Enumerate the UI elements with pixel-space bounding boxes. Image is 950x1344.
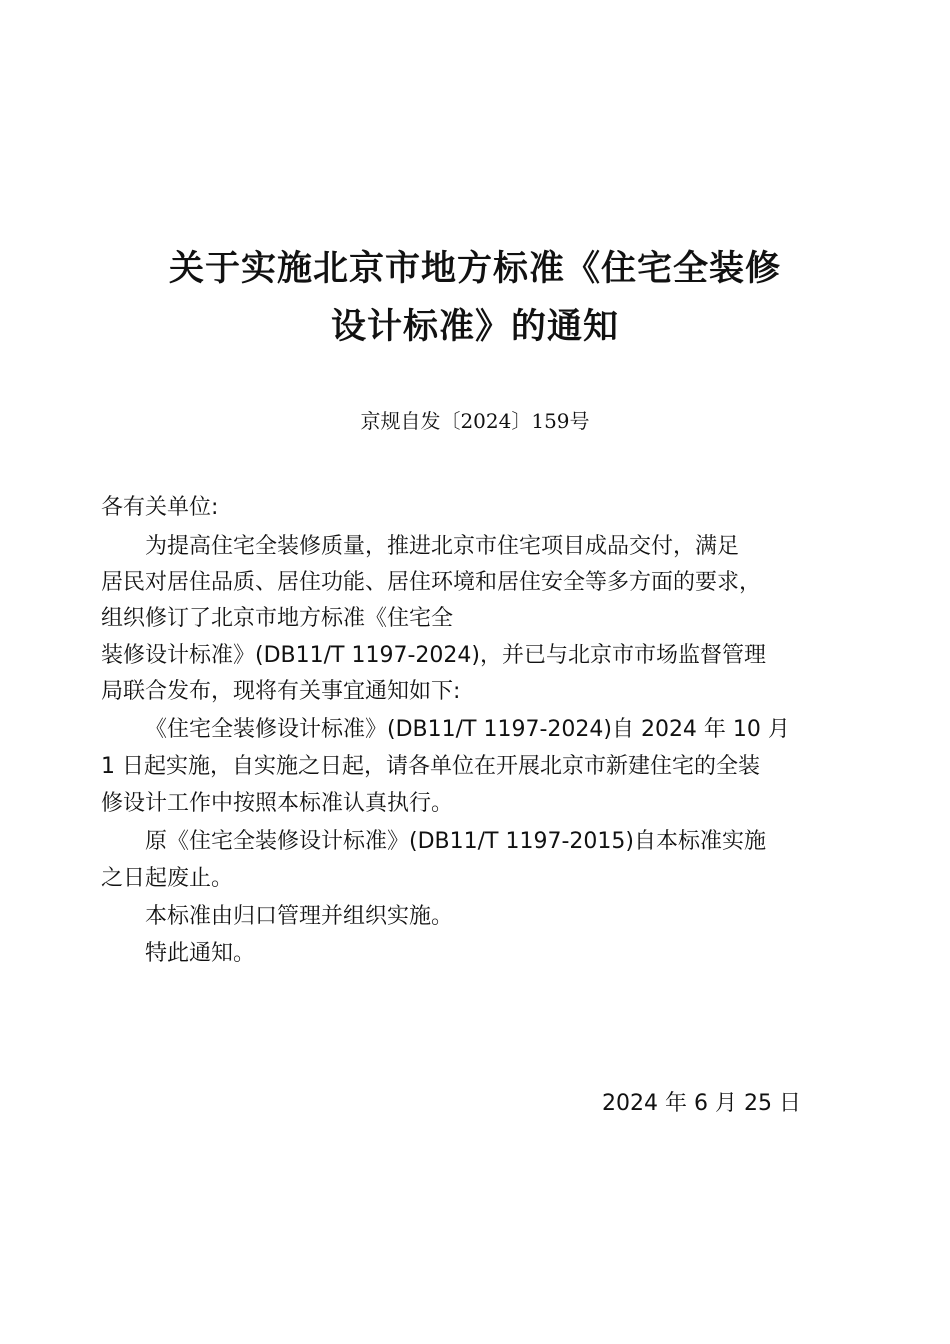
body-line: 为提高住宅全装修质量，推进北京市住宅项目成品交付，满足 [145, 534, 740, 559]
body-line: 之日起废止。 [101, 866, 234, 891]
body-line: 局联合发布，现将有关事宜通知如下: [101, 679, 461, 704]
body-line: 修设计工作中按照本标准认真执行。 [101, 791, 454, 816]
body-line: 《住宅全装修设计标准》(DB11/T 1197-2024)自 2024 年 10 月 [145, 717, 790, 742]
body-line: 原《住宅全装修设计标准》(DB11/T 1197-2015)自本标准实施 [145, 829, 766, 854]
issue-date: 2024 年 6 月 25 日 [602, 1091, 801, 1116]
salutation: 各有关单位: [101, 495, 219, 520]
body-line: 居民对居住品质、居住功能、居住环境和居住安全等多方面的要求， [101, 570, 762, 595]
body-line: 组织修订了北京市地方标准《住宅全 [101, 606, 454, 631]
body-line: 装修设计标准》(DB11/T 1197-2024)，并已与北京市市场监督管理 [101, 643, 766, 668]
body-line: 本标准由归口管理并组织实施。 [145, 904, 454, 929]
document-number: 京规自发〔2024〕159号 [360, 409, 590, 433]
body-line: 1 日起实施，自实施之日起，请各单位在开展北京市新建住宅的全装 [101, 754, 760, 779]
title-line-1: 关于实施北京市地方标准《住宅全装修 [168, 248, 781, 289]
title-line-2: 设计标准》的通知 [330, 306, 619, 347]
body-line: 特此通知。 [145, 941, 256, 966]
